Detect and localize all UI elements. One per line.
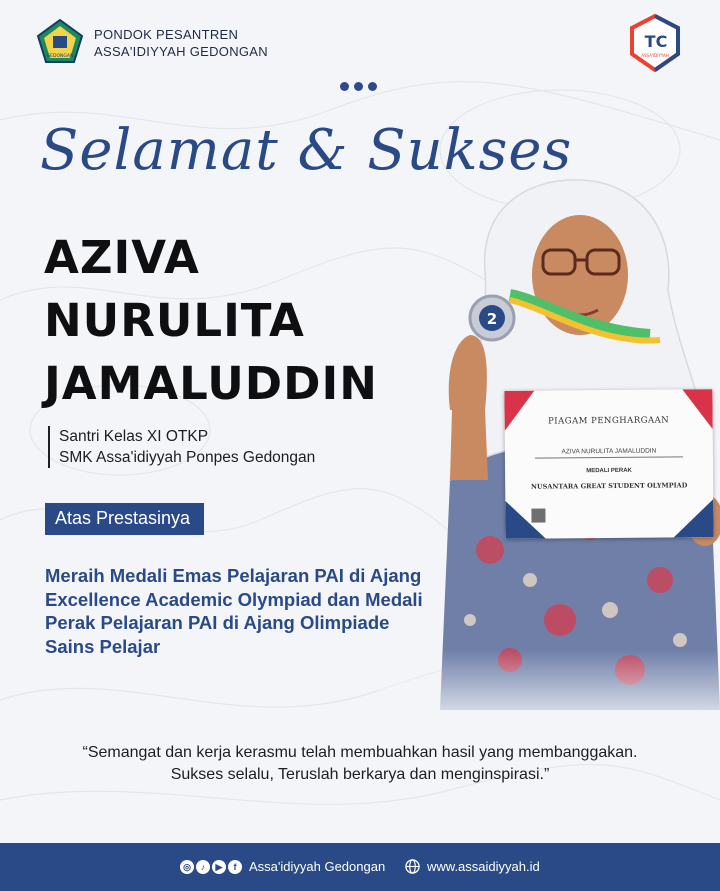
certificate-name: AZIVA NURULITA JAMALUDDIN — [561, 447, 657, 456]
instagram-icon[interactable]: ◎ — [180, 860, 194, 874]
social-icons — [180, 860, 242, 874]
logo-right-sub: ASSA'IDIYYAH — [641, 53, 669, 58]
student-class: Santri Kelas XI OTKP — [59, 428, 209, 445]
student-info — [48, 426, 315, 468]
website-link[interactable]: www.assaidiyyah.id — [427, 859, 540, 874]
org-name-line2: ASSA'IDIYYAH GEDONGAN — [94, 44, 268, 59]
photo-fade — [380, 650, 720, 730]
certificate-title: PIAGAM PENGHARGAAN — [548, 415, 670, 427]
org-name — [94, 26, 268, 60]
certificate-medal: MEDALI PERAK — [586, 467, 632, 475]
certificate-event: NUSANTARA GREAT STUDENT OLYMPIAD — [531, 481, 688, 491]
org-name-line1: PONDOK PESANTREN — [94, 27, 239, 42]
globe-icon — [405, 859, 420, 874]
logo-right-text: TC — [644, 32, 668, 51]
student-name-line3: JAMALUDDIN — [44, 357, 378, 410]
certificate — [504, 389, 713, 539]
student-name-line2: NURULITA — [44, 294, 305, 347]
student-name-line1: AZIVA — [44, 231, 200, 284]
student-school: SMK Assa'idiyyah Ponpes Gedongan — [59, 449, 316, 466]
student-name — [44, 226, 378, 415]
certificate-border — [504, 389, 713, 539]
motivational-quote: “Semangat dan kerja kerasmu telah membuahkan hasil yang membanggakan. Sukses selalu, Teruslah berkarya dan menginspirasi.” — [82, 744, 638, 783]
greeting-script: Selamat & Sukses — [40, 118, 573, 183]
achievement-badge: Atas Prestasinya — [45, 503, 204, 535]
social-handle[interactable]: Assa'idiyyah Gedongan — [249, 859, 386, 874]
facebook-icon[interactable]: f — [228, 860, 242, 874]
footer-bar — [0, 843, 720, 891]
decorative-dots — [340, 82, 377, 91]
logo-left-text: GEDONGAN — [46, 54, 74, 59]
tiktok-icon[interactable]: ♪ — [196, 860, 210, 874]
tc-logo — [628, 14, 682, 72]
pesantren-logo — [36, 18, 84, 66]
medal-number: 2 — [486, 310, 498, 328]
youtube-icon[interactable]: ▶ — [212, 860, 226, 874]
achievement-text: Meraih Medali Emas Pelajaran PAI di Ajang Excellence Academic Olympiad dan Medali Perak Pelajaran PAI di Ajang Olimpiade Sains Pelajar — [45, 565, 423, 657]
